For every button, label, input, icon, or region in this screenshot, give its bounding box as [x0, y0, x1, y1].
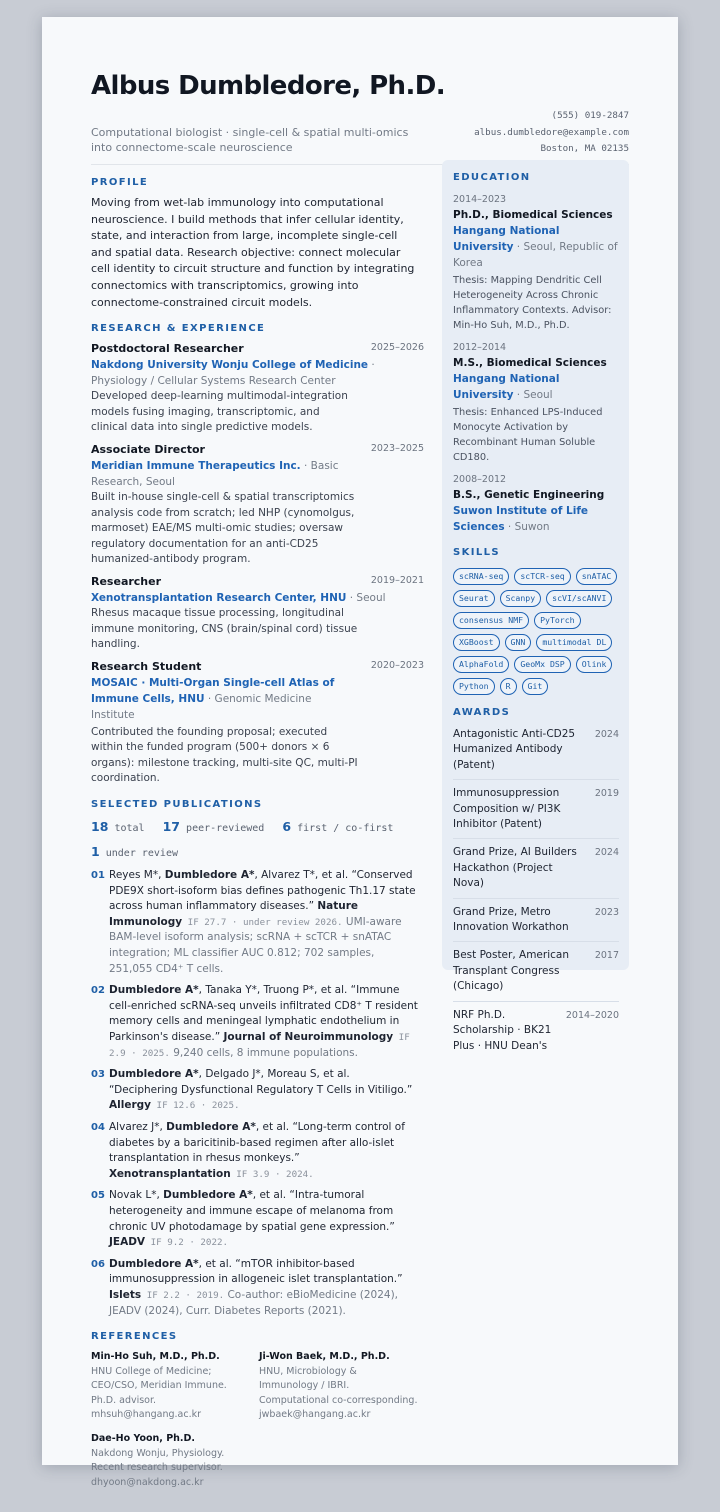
award-item: [453, 1002, 619, 1060]
education-school: Hangang National University: [453, 373, 560, 401]
reference-name: Ji-Won Baek, M.D., Ph.D.: [259, 1351, 390, 1363]
award-item: [453, 839, 619, 898]
skill-chip: PyTorch: [534, 612, 581, 629]
award-name: Antagonistic Anti-CD25 Humanized Antibody (Patent): [453, 728, 576, 771]
award-year: 2017: [594, 950, 619, 962]
reference-email[interactable]: jwbaek@hangang.ac.kr: [259, 1409, 371, 1421]
pub-author-self: Dumbledore A*: [164, 869, 255, 882]
education-thesis: Thesis: Mapping Dendritic Cell Heterogeneity Across Chronic Inflammatory Contexts. Advisor: Min-Ho Suh, M.D., Ph.D.: [453, 275, 612, 331]
award-year: 2024: [594, 729, 619, 740]
job-title: Associate Director: [91, 442, 205, 456]
education-heading: EDUCATION: [453, 172, 531, 183]
education-degree: M.S., Biomedical Sciences: [453, 357, 607, 369]
education-degree: B.S., Genetic Engineering: [453, 489, 605, 501]
awards-heading: AWARDS: [453, 707, 511, 718]
skill-chip: Git: [522, 678, 549, 695]
publication-number: 05: [91, 1190, 105, 1202]
job-description: Built in-house single-cell & spatial transcriptomics analysis code from scratch; led NHP (cynomolgus, marmoset) EAE/MS multi-omic studies; oversaw regulatory documentation for an anti-CD25 humanized-antibody program.: [91, 490, 355, 566]
job-org: MOSAIC · Multi-Organ Single-cell Atlas of Immune Cells, HNU: [91, 676, 335, 705]
pub-journal: Xenotransplantation: [109, 1167, 231, 1180]
publication-number: 04: [91, 1121, 105, 1133]
pub-title: , et al. “Long-term control of diabetes by a baricitinib-based regimen after allo-islet transplantation in rhesus monkeys.”: [109, 1120, 405, 1165]
skill-chip: Olink: [576, 656, 613, 673]
pub-meta: IF 3.9 · 2024.: [230, 1168, 314, 1180]
pub-journal: Journal of Neuroimmunology: [223, 1031, 394, 1043]
award-item: [453, 780, 619, 839]
pub-meta: IF 2.2 · 2019.: [141, 1289, 225, 1301]
skill-chip: GeoMx DSP: [514, 656, 570, 673]
award-name: Best Poster, American Transplant Congress (Chicago): [453, 949, 569, 993]
skills-heading: SKILLS: [453, 547, 501, 558]
job-entry: [91, 659, 424, 787]
reference-description: HNU College of Medicine; CEO/CSO, Meridian Immune. Ph.D. advisor.: [91, 1365, 227, 1406]
publication-stats-review: [91, 844, 419, 859]
job-title: Research Student: [91, 659, 202, 673]
experience-heading: RESEARCH & EXPERIENCE: [91, 323, 266, 335]
skill-chip: Seurat: [453, 590, 495, 607]
skill-chip: scRNA-seq: [453, 568, 509, 585]
pub-title: , et al. “Intra-tumoral heterogeneity and immune escape of melanoma from chronic UV photodamage by spatial gene expression.”: [109, 1189, 395, 1233]
education-years: 2012–2014: [453, 342, 507, 353]
skill-chip: consensus NMF: [453, 612, 529, 629]
job-org: Nakdong University Wonju College of Medicine: [91, 359, 369, 372]
job-years: 2019–2021: [370, 574, 424, 586]
award-year: 2014–2020: [565, 1009, 619, 1021]
skill-chip: GNN: [505, 634, 532, 651]
pub-author-self: Dumbledore A*: [109, 1068, 199, 1081]
skill-chip: scVI/scANVI: [546, 590, 612, 607]
pub-meta: IF 9.2 · 2022.: [145, 1237, 229, 1249]
stat-review-label: under review: [105, 848, 178, 860]
pub-note: Co-author: eBioMedicine (2024), JEADV (2024), Curr. Diabetes Reports (2021).: [109, 1288, 399, 1317]
skill-chip: snATAC: [576, 568, 618, 585]
skill-chip: AlphaFold: [453, 656, 509, 673]
education-years: 2008–2012: [453, 474, 507, 485]
award-year: 2023: [594, 906, 619, 918]
job-org: Meridian Immune Therapeutics Inc.: [91, 459, 301, 472]
stat-total-label: total: [114, 823, 145, 835]
reference-item: [259, 1350, 419, 1423]
pub-journal: Islets: [109, 1288, 142, 1301]
award-item: [453, 942, 619, 1001]
reference-item: [91, 1432, 251, 1490]
education-thesis: Thesis: Enhanced LPS-Induced Monocyte Activation by Recombinant Human Soluble CD180.: [453, 407, 603, 463]
education-school: Hangang National University: [453, 225, 560, 253]
publication-stats: [91, 819, 419, 834]
pub-author-self: Dumbledore A*: [166, 1120, 256, 1133]
reference-email[interactable]: dhyoon@nakdong.ac.kr: [91, 1476, 204, 1488]
publication-number: 01: [91, 870, 105, 882]
education-item: [453, 473, 619, 535]
pub-authors-pre: Alvarez J*,: [109, 1120, 167, 1133]
education-years: 2014–2023: [453, 194, 507, 205]
job-description: Contributed the founding proposal; executed within the funded program (500+ donors × 6 organs): milestone tracking, multi-site QC, multi-PI coordination.: [91, 725, 358, 785]
stat-first-count: 6: [282, 819, 292, 835]
pub-authors-pre: Novak L*,: [109, 1189, 164, 1202]
job-years: 2023–2025: [370, 442, 424, 454]
award-name: Grand Prize, Metro Innovation Workathon: [453, 905, 569, 934]
job-description: Rhesus macaque tissue processing, longitudinal immune monitoring, CNS (brain/spinal cord) tissue handling.: [91, 606, 358, 651]
reference-name: Min-Ho Suh, M.D., Ph.D.: [91, 1351, 220, 1363]
award-name: Grand Prize, AI Builders Hackathon (Project Nova): [453, 846, 577, 890]
publication-number: 02: [91, 985, 105, 997]
job-years: 2025–2026: [370, 342, 424, 354]
job-org-detail: · Genomic Medicine Institute: [91, 692, 312, 721]
publication-item: [91, 1188, 419, 1250]
pub-authors-pre: Reyes M*,: [109, 869, 165, 882]
job-entry: [91, 574, 424, 653]
publication-item: [91, 868, 419, 977]
pub-title: , Delgado J*, Moreau S, et al. “Deciphering Dysfunctional Regulatory T Cells in Vitiligo.”: [109, 1068, 413, 1096]
job-org-detail: · Physiology / Cellular Systems Research Center: [91, 359, 375, 388]
award-name: NRF Ph.D. Scholarship · BK21 Plus · HNU Dean's: [453, 1008, 552, 1052]
job-title: Postdoctoral Researcher: [91, 342, 244, 356]
publication-item: [91, 983, 419, 1061]
reference-description: HNU, Microbiology & Immunology / IBRI. Computational co-corresponding.: [259, 1365, 418, 1406]
location: Boston, MA 02135: [540, 143, 629, 154]
job-years: 2020–2023: [370, 659, 424, 671]
pub-note: 9,240 cells, 8 immune populations.: [169, 1046, 358, 1059]
skill-chip: R: [500, 678, 517, 695]
stat-peer-count: 17: [162, 819, 181, 835]
publication-number: 06: [91, 1258, 105, 1270]
skill-chip: scTCR-seq: [514, 568, 570, 585]
profile-text: Moving from wet-lab immunology into computational neuroscience. I build methods that infer cellular identity, state, and interaction from large, incomplete single-cell and spatial data. Research objective: connect molecular cell identity to circuit structure and function by integrating connectomics with transcriptomics, growing into connectome-constrained circuit models.: [91, 196, 415, 309]
reference-item: [91, 1350, 251, 1423]
award-year: 2019: [594, 788, 619, 800]
sidebar: [442, 160, 629, 1052]
pub-journal: JEADV: [109, 1236, 146, 1249]
skill-chip: Scanpy: [500, 590, 542, 607]
education-school: Suwon Institute of Life Sciences: [453, 505, 589, 533]
job-org: Xenotransplantation Research Center, HNU: [91, 591, 347, 604]
pub-author-self: Dumbledore A*: [109, 984, 199, 997]
reference-description: Nakdong Wonju, Physiology. Recent research supervisor.: [91, 1447, 225, 1474]
skills-list: [453, 568, 619, 695]
pub-author-self: Dumbledore A*: [109, 1257, 199, 1270]
reference-email[interactable]: mhsuh@hangang.ac.kr: [91, 1409, 202, 1421]
pub-meta: IF 12.6 · 2025.: [151, 1100, 240, 1112]
education-location: · Suwon: [504, 521, 550, 533]
tagline: Computational biologist · single-cell & spatial multi-omics into connectome-scale neuroscience: [91, 126, 409, 154]
education-location: · Seoul, Republic of Korea: [453, 241, 618, 269]
pub-journal: Nature Immunology: [109, 900, 359, 928]
pub-author-self: Dumbledore A*: [163, 1189, 253, 1202]
skill-chip: XGBoost: [453, 634, 500, 651]
pub-title: , Tanaka Y*, Truong P*, et al. “Immune cell-enriched scRNA-seq unveils infiltrated CD8⁺ T resident memory cells and meningeal lymphatic endothelium in Parkinson's disease.”: [109, 984, 418, 1043]
pub-meta: IF 2.9 · 2025.: [109, 1032, 410, 1059]
job-description: Developed deep-learning multimodal-integration models fusing imaging, transcriptomic, and clinical data into single predictive models.: [91, 390, 348, 434]
publication-item: [91, 1120, 419, 1182]
job-org-detail: · Basic Research, Seoul: [91, 459, 339, 488]
job-entry: [91, 342, 424, 436]
phone[interactable]: (555) 019-2847: [551, 110, 629, 121]
award-item: [453, 727, 619, 780]
job-entry: [91, 442, 424, 568]
profile-heading: PROFILE: [91, 177, 149, 188]
pub-title: , et al. “mTOR inhibitor-based immunosuppression in allogeneic islet transplantation.”: [109, 1257, 403, 1286]
education-item: [453, 341, 619, 465]
job-org-detail: · Seoul: [346, 591, 386, 604]
award-year: 2024: [594, 847, 619, 859]
awards-list: [453, 727, 619, 1060]
pub-meta: IF 27.7 · under review 2026.: [182, 916, 343, 928]
pub-note: UMI-aware BAM-level isoform analysis; scRNA + scTCR + snATAC integration; ML classifier AUC 0.812; 702 samples, 251,055 CD4⁺ T cells.: [109, 915, 402, 975]
publication-item: [91, 1067, 419, 1114]
pub-title: , Alvarez T*, et al. “Conserved PDE9X short-isoform bias defines pathogenic Th1.17 state across human inflammatory diseases.”: [109, 869, 416, 913]
publications-heading: SELECTED PUBLICATIONS: [91, 799, 263, 811]
references-grid: [91, 1350, 419, 1500]
person-name: Albus Dumbledore, Ph.D.: [91, 71, 445, 101]
stat-first-label: first / co-first: [297, 823, 394, 835]
resume-header: [91, 71, 629, 165]
education-degree: Ph.D., Biomedical Sciences: [453, 209, 613, 221]
publication-number: 03: [91, 1069, 105, 1081]
award-name: Immunosuppression Composition w/ PI3K Inhibitor (Patent): [453, 787, 561, 831]
main-column: [91, 177, 424, 1500]
pub-journal: Allergy: [109, 1099, 151, 1112]
award-item: [453, 899, 619, 943]
reference-name: Dae-Ho Yoon, Ph.D.: [91, 1433, 196, 1445]
skill-chip: Python: [453, 678, 495, 695]
stat-total-count: 18: [91, 819, 109, 835]
job-title: Researcher: [91, 574, 162, 588]
education-item: [453, 193, 619, 333]
references-heading: REFERENCES: [91, 1331, 178, 1343]
email[interactable]: albus.dumbledore@example.com: [474, 126, 629, 138]
stat-review-count: 1: [91, 844, 100, 860]
stat-peer-label: peer-reviewed: [186, 823, 265, 835]
publication-item: [91, 1257, 419, 1319]
contact-block: [474, 108, 629, 158]
resume-page: [42, 17, 678, 1488]
skill-chip: multimodal DL: [536, 634, 612, 651]
education-location: · Seoul: [513, 389, 553, 401]
